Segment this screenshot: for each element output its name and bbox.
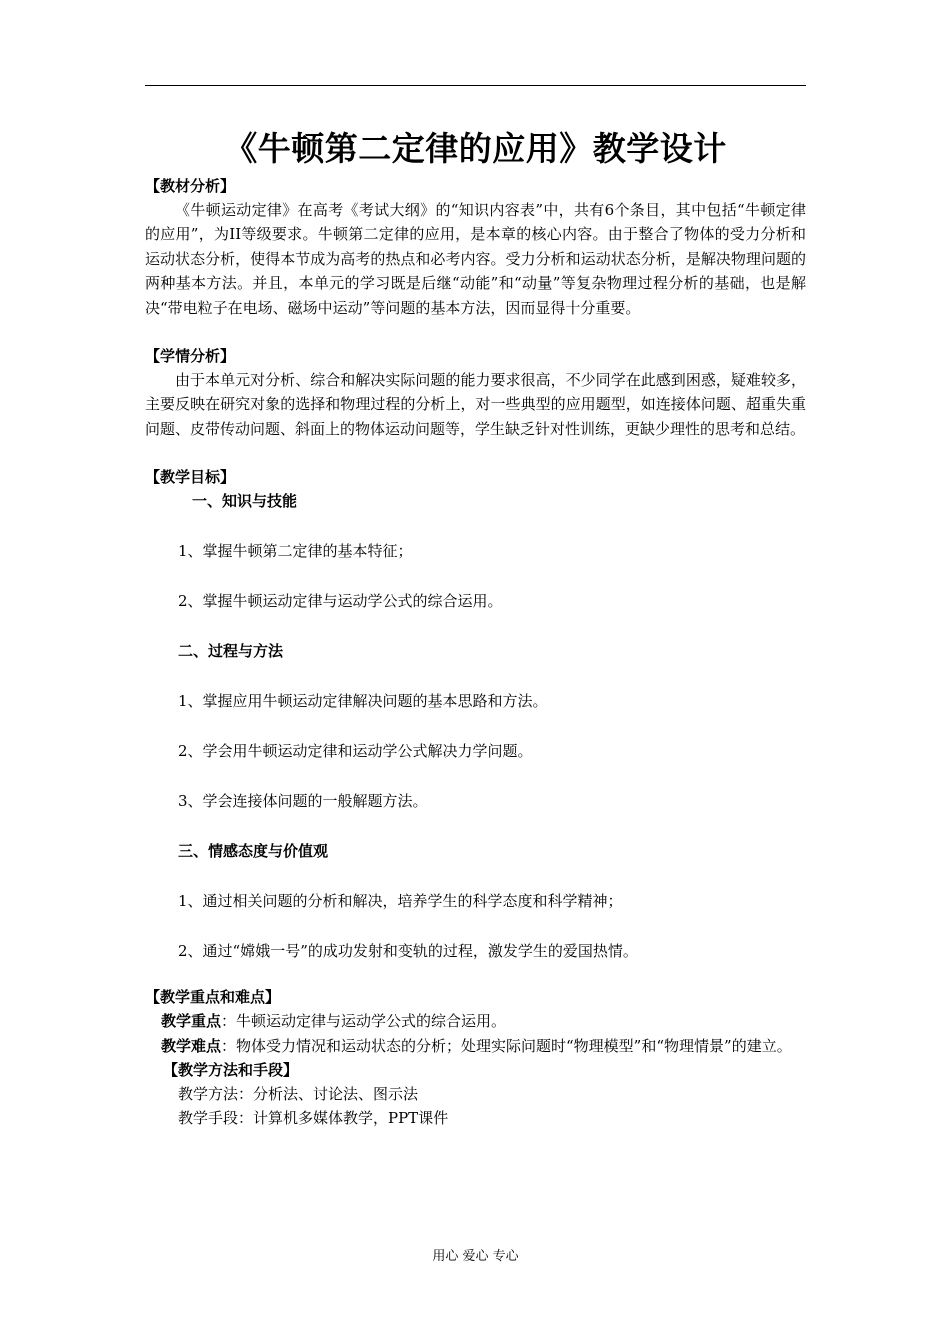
section-heading-textbook-analysis: 【教材分析】 [145,177,236,195]
textbook-analysis-paragraph: 《牛顿运动定律》在高考《考试大纲》的“知识内容表”中，共有6个条目，其中包括“牛顿定律的应用”，为II等级要求。牛顿第二定律的应用，是本章的核心内容。由于整合了物体的受力分析和运动状态分析，使得本节成为高考的热点和必考内容。受力分析和运动状态分析，是解决物理问题的两种基本方法。并且，本单元的学习既是后继“动能”和“动量”等复杂物理过程分析的基础，也是解决“带电粒子在电场、磁场中运动”等问题的基本方法，因而显得十分重要。 [145,201,806,317]
objective-item: 2、掌握牛顿运动定律与运动学公式的综合运用。 [178,592,503,611]
teaching-focus-label: 教学重点 [161,1012,222,1031]
objective-item: 2、通过“嫦娥一号”的成功发射和变轨的过程，激发学生的爱国热情。 [178,942,638,961]
teaching-difficulty-line [145,1034,806,1058]
teaching-means-line: 教学手段：计算机多媒体教学，PPT课件 [178,1109,449,1128]
objective-subheading-knowledge: 一、知识与技能 [192,492,298,511]
learner-analysis-paragraph: 由于本单元对分析、综合和解决实际问题的能力要求很高，不少同学在此感到困惑，疑难较多，主要反映在研究对象的选择和物理过程的分析上，对一些典型的应用题型，如连接体问题、超重失重问题、皮带传动问题、斜面上的物体运动问题等，学生缺乏针对性训练，更缺少理性的思考和总结。 [145,371,806,438]
objective-subheading-emotion: 三、情感态度与价值观 [178,842,329,861]
document-body [145,174,806,1131]
objective-item: 1、掌握牛顿第二定律的基本特征； [178,542,413,561]
objective-item: 1、掌握应用牛顿运动定律解决问题的基本思路和方法。 [178,692,548,711]
teaching-focus-text: ：牛顿运动定律与运动学公式的综合运用。 [221,1012,507,1031]
objective-item: 1、通过相关问题的分析和解决，培养学生的科学态度和科学精神； [178,892,623,911]
header-rule [145,85,806,86]
teaching-difficulty-text: ：物体受力情况和运动状态的分析；处理实际问题时“物理模型”和“物理情景”的建立。 [221,1036,792,1055]
objective-item: 3、学会连接体问题的一般解题方法。 [178,792,428,811]
section-heading-learner-analysis: 【学情分析】 [145,347,236,366]
objective-subheading-process: 二、过程与方法 [178,642,284,661]
page-footer: 用心 爱心 专心 [432,1249,519,1264]
section-heading-objectives: 【教学目标】 [145,468,236,487]
document-title: 《牛顿第二定律的应用》教学设计 [224,129,727,168]
section-heading-methods: 【教学方法和手段】 [163,1061,299,1080]
teaching-method-line: 教学方法：分析法、讨论法、图示法 [178,1085,419,1104]
objective-item: 2、学会用牛顿运动定律和运动学公式解决力学问题。 [178,742,533,761]
section-heading-key-points: 【教学重点和难点】 [145,988,281,1007]
teaching-difficulty-label: 教学难点 [161,1036,222,1055]
teaching-focus-line [145,1009,806,1033]
